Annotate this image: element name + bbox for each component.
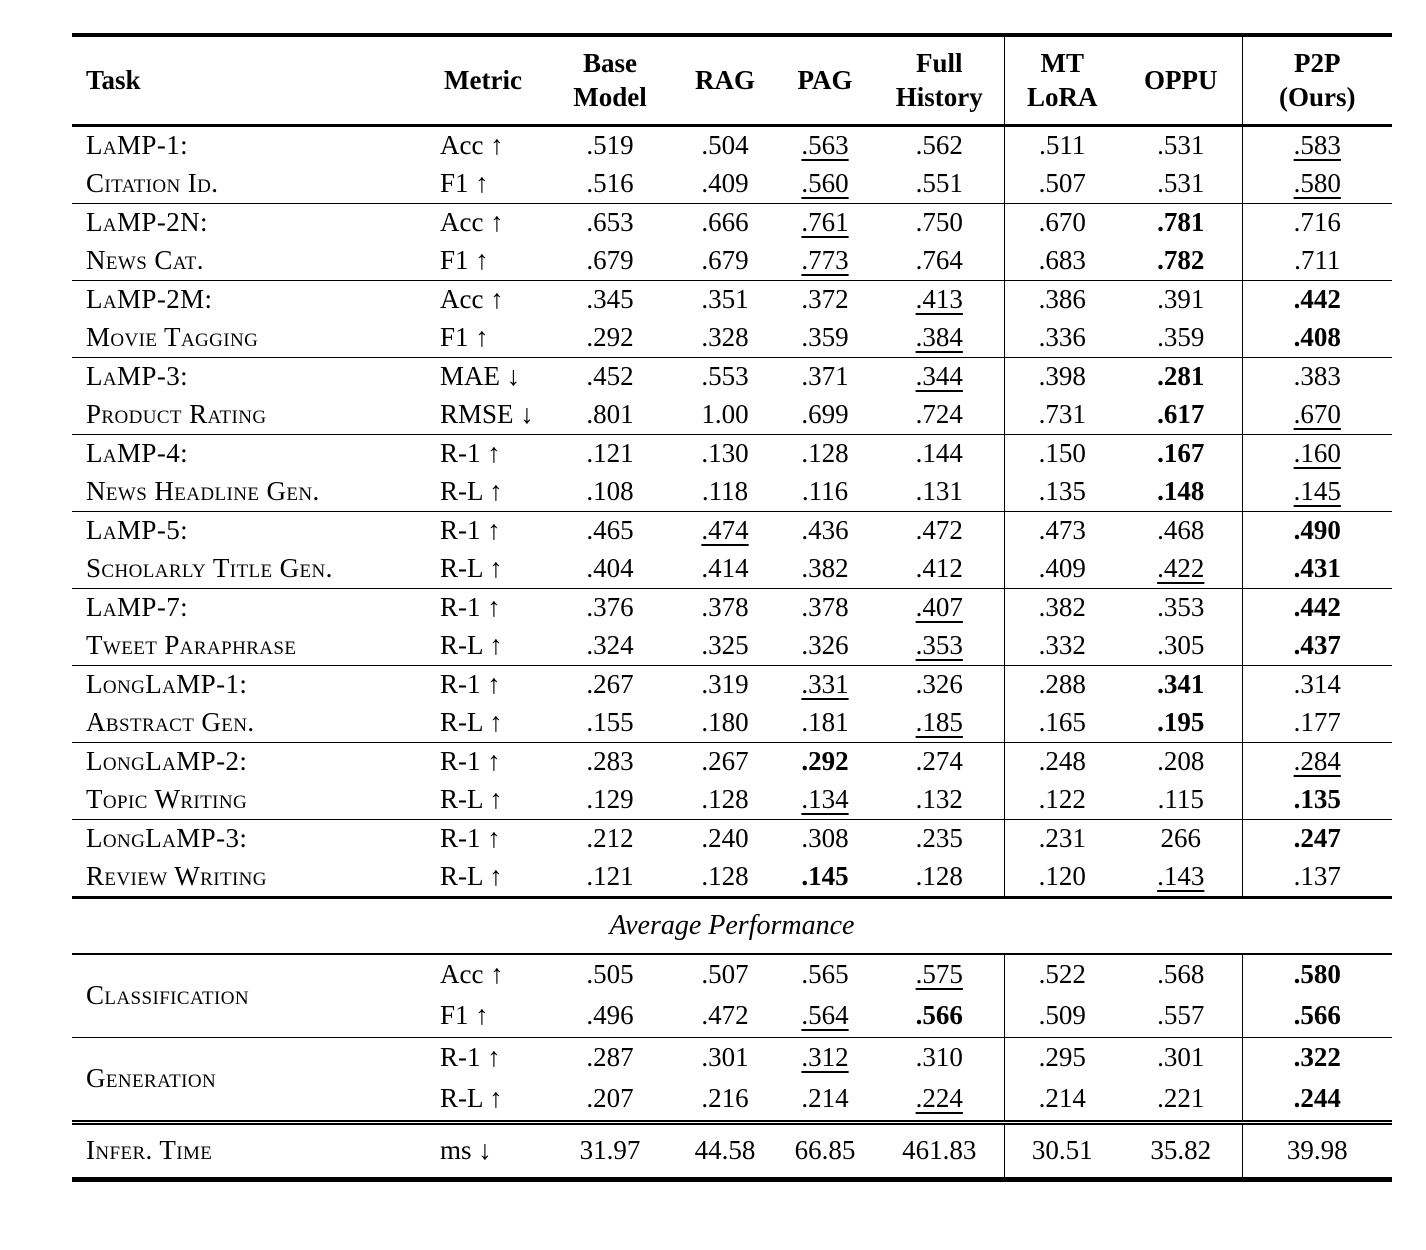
metric-label: F1 ↑ <box>440 321 489 352</box>
task-label: Citation Id. <box>86 167 219 198</box>
value-cell: .116 <box>801 475 849 506</box>
column-header-rag: RAG <box>675 35 775 125</box>
value-cell: .150 <box>1004 434 1120 473</box>
value-cell: .310 <box>875 1037 1004 1079</box>
value-cell: .283 <box>545 742 675 781</box>
value-cell: .750 <box>875 203 1004 242</box>
value-cell <box>1242 434 1392 473</box>
value-cell: .301 <box>675 1037 775 1079</box>
column-header-metric: Metric <box>430 35 545 125</box>
metric-label: F1 ↑ <box>440 244 489 275</box>
table-row <box>72 588 1392 627</box>
column-header-base-model: Base Model <box>545 35 675 125</box>
value-cell-text: .413 <box>915 283 963 314</box>
value-cell: .436 <box>775 511 875 550</box>
value-cell: .144 <box>875 434 1004 473</box>
value-cell <box>875 588 1004 627</box>
value-cell: .509 <box>1038 1000 1086 1031</box>
table-row <box>72 203 1392 242</box>
value-cell: .336 <box>1038 321 1086 352</box>
table-row <box>72 1037 1392 1079</box>
value-cell: .108 <box>586 475 634 506</box>
task-label: LaMP-7: <box>72 588 430 627</box>
value-cell: .292 <box>775 742 875 781</box>
table-row <box>72 280 1392 319</box>
value-cell: .128 <box>775 434 875 473</box>
value-cell: .452 <box>545 357 675 396</box>
value-cell <box>1120 858 1242 898</box>
value-cell: .472 <box>701 1000 749 1031</box>
metric-label: R-L ↑ <box>440 860 503 891</box>
value-cell: .442 <box>1242 280 1392 319</box>
metric-label: MAE ↓ <box>430 357 545 396</box>
value-cell <box>1120 550 1242 589</box>
table-row <box>72 665 1392 704</box>
value-cell: .314 <box>1242 665 1392 704</box>
value-cell: .378 <box>675 588 775 627</box>
column-header-oppu: OPPU <box>1120 35 1242 125</box>
value-cell: .505 <box>586 959 634 990</box>
value-cell: .566 <box>1293 1000 1341 1031</box>
value-cell: .781 <box>1120 203 1242 242</box>
value-cell-text: .353 <box>915 629 963 660</box>
value-cell: .764 <box>875 242 1004 281</box>
value-cell <box>1242 742 1392 781</box>
value-cell-text: .185 <box>915 706 963 737</box>
value-cell <box>675 511 775 550</box>
value-cell: .325 <box>701 629 749 660</box>
value-cell: .288 <box>1004 665 1120 704</box>
value-cell: .345 <box>545 280 675 319</box>
value-cell <box>775 125 875 165</box>
value-cell: .562 <box>875 125 1004 165</box>
value-cell: .711 <box>1294 244 1341 275</box>
value-cell: .148 <box>1120 473 1242 512</box>
metric-label: R-L ↑ <box>440 706 503 737</box>
value-cell: .409 <box>1038 552 1086 583</box>
value-cell <box>775 996 875 1038</box>
task-label: LaMP-1: <box>86 129 189 160</box>
value-cell: .716 <box>1242 203 1392 242</box>
task-label: News Cat. <box>86 244 204 275</box>
value-cell: .516 <box>586 167 634 198</box>
value-cell: .231 <box>1004 819 1120 858</box>
task-label: LaMP-3: <box>72 357 430 396</box>
value-cell <box>1242 125 1392 165</box>
value-cell <box>775 203 875 242</box>
value-cell: 66.85 <box>775 1122 875 1179</box>
value-cell-text: .583 <box>1293 129 1341 160</box>
value-cell: .431 <box>1293 552 1341 583</box>
metric-label: RMSE ↓ <box>440 398 534 429</box>
value-cell: .551 <box>875 165 1004 204</box>
value-cell: .319 <box>675 665 775 704</box>
value-cell-text: .160 <box>1293 437 1341 468</box>
value-cell: .371 <box>775 357 875 396</box>
value-cell: .322 <box>1242 1037 1392 1079</box>
metric-label: F1 ↑ <box>440 167 489 198</box>
value-cell: .404 <box>586 552 634 583</box>
value-cell <box>875 1079 1004 1123</box>
value-cell: .326 <box>801 629 849 660</box>
table-row <box>72 858 1392 898</box>
value-cell: .301 <box>1120 1037 1242 1079</box>
value-cell: .557 <box>1120 996 1242 1038</box>
value-cell: 39.98 <box>1242 1122 1392 1179</box>
table-row <box>72 242 1392 281</box>
value-cell: .128 <box>701 860 749 891</box>
value-cell: .504 <box>701 129 749 160</box>
value-cell: .359 <box>801 321 849 352</box>
table-row <box>72 434 1392 473</box>
value-cell: .553 <box>675 357 775 396</box>
column-header-pag: PAG <box>775 35 875 125</box>
value-cell: .115 <box>1120 781 1242 820</box>
value-cell <box>875 319 1004 358</box>
value-cell: .130 <box>675 434 775 473</box>
metric-label: Acc ↑ <box>430 203 545 242</box>
inference-time-row <box>72 1122 1392 1179</box>
table-row <box>72 319 1392 358</box>
table-row <box>72 165 1392 204</box>
value-cell-text: .312 <box>801 1042 849 1073</box>
value-cell <box>775 665 875 704</box>
value-cell: 461.83 <box>875 1122 1004 1179</box>
value-cell: .180 <box>701 706 749 737</box>
value-cell: .216 <box>701 1083 749 1114</box>
value-cell: .465 <box>545 511 675 550</box>
value-cell: .382 <box>1004 588 1120 627</box>
value-cell: .208 <box>1120 742 1242 781</box>
value-cell: .437 <box>1293 629 1341 660</box>
value-cell: .235 <box>875 819 1004 858</box>
value-cell: .731 <box>1038 398 1086 429</box>
task-label: Tweet Paraphrase <box>86 629 297 660</box>
value-cell: .132 <box>875 781 1004 820</box>
value-cell: .207 <box>586 1083 634 1114</box>
value-cell: .281 <box>1120 357 1242 396</box>
value-cell: .274 <box>875 742 1004 781</box>
value-cell: .121 <box>586 860 634 891</box>
value-cell: .566 <box>875 996 1004 1038</box>
value-cell-text: .575 <box>915 959 963 990</box>
value-cell: 35.82 <box>1120 1122 1242 1179</box>
table-row <box>72 704 1392 743</box>
value-cell-text: .134 <box>801 783 849 814</box>
value-cell: .473 <box>1004 511 1120 550</box>
value-cell: .353 <box>1120 588 1242 627</box>
value-cell: .782 <box>1120 242 1242 281</box>
value-cell <box>1242 165 1392 204</box>
metric-label: R-L ↑ <box>440 552 503 583</box>
value-cell: .244 <box>1293 1083 1341 1114</box>
value-cell: 1.00 <box>701 398 749 429</box>
value-cell: .120 <box>1038 860 1086 891</box>
value-cell-text: .344 <box>915 360 963 391</box>
value-cell: .412 <box>875 550 1004 589</box>
table-body <box>72 125 1392 1179</box>
value-cell: .214 <box>1038 1083 1086 1114</box>
value-cell-text: .580 <box>1293 167 1341 198</box>
value-cell: .287 <box>545 1037 675 1079</box>
column-header-p2p-ours: P2P (Ours) <box>1242 35 1392 125</box>
metric-label: Acc ↑ <box>440 129 504 160</box>
value-cell: .391 <box>1120 280 1242 319</box>
task-label: Classification <box>86 979 249 1010</box>
value-cell: .128 <box>875 858 1004 898</box>
value-cell: .414 <box>701 552 749 583</box>
average-performance-row <box>72 897 1392 954</box>
value-cell: .341 <box>1120 665 1242 704</box>
value-cell: .398 <box>1004 357 1120 396</box>
value-cell: .145 <box>801 860 849 891</box>
value-cell: .376 <box>545 588 675 627</box>
value-cell: .326 <box>875 665 1004 704</box>
value-cell: .214 <box>801 1083 849 1114</box>
value-cell: .383 <box>1242 357 1392 396</box>
value-cell: .409 <box>701 167 749 198</box>
value-cell: .165 <box>1038 706 1086 737</box>
value-cell-text: .761 <box>801 206 849 237</box>
task-label: Review Writing <box>86 860 267 891</box>
table-row <box>72 627 1392 666</box>
value-cell: .137 <box>1293 860 1341 891</box>
table-row <box>72 473 1392 512</box>
table-row <box>72 742 1392 781</box>
value-cell: .531 <box>1120 165 1242 204</box>
value-cell: .490 <box>1242 511 1392 550</box>
table-row <box>72 550 1392 589</box>
value-cell: .221 <box>1120 1079 1242 1123</box>
task-label: Scholarly Title Gen. <box>86 552 333 583</box>
metric-label: R-L ↑ <box>440 1083 503 1114</box>
value-cell: .522 <box>1038 959 1086 990</box>
metric-label: R-L ↑ <box>440 629 503 660</box>
task-label: Movie Tagging <box>86 321 259 352</box>
value-cell-text: .560 <box>801 167 849 198</box>
value-cell: .468 <box>1120 511 1242 550</box>
header-row <box>72 35 1392 125</box>
value-cell: .507 <box>701 959 749 990</box>
value-cell: .351 <box>675 280 775 319</box>
metric-label: Acc ↑ <box>440 959 504 990</box>
value-cell: .359 <box>1120 319 1242 358</box>
value-cell: .135 <box>1293 783 1341 814</box>
value-cell: .382 <box>801 552 849 583</box>
value-cell <box>875 357 1004 396</box>
value-cell-text: .564 <box>801 1000 849 1031</box>
metric-label: ms ↓ <box>430 1122 545 1179</box>
metric-label: R-1 ↑ <box>430 434 545 473</box>
value-cell: .122 <box>1038 783 1086 814</box>
value-cell-text: .331 <box>801 668 849 699</box>
value-cell: 31.97 <box>545 1122 675 1179</box>
value-cell: .292 <box>586 321 634 352</box>
value-cell: .617 <box>1120 396 1242 435</box>
task-label: LaMP-2M: <box>72 280 430 319</box>
value-cell-text: .407 <box>915 591 963 622</box>
value-cell: .240 <box>675 819 775 858</box>
metric-label: R-1 ↑ <box>430 819 545 858</box>
value-cell: .507 <box>1038 167 1086 198</box>
metric-label: R-1 ↑ <box>430 742 545 781</box>
table-row <box>72 511 1392 550</box>
value-cell: .666 <box>675 203 775 242</box>
value-cell: .212 <box>545 819 675 858</box>
value-cell: .568 <box>1120 954 1242 996</box>
value-cell: .328 <box>701 321 749 352</box>
value-cell: .511 <box>1039 129 1086 160</box>
value-cell <box>1242 473 1392 512</box>
value-cell: .295 <box>1004 1037 1120 1079</box>
value-cell <box>775 781 875 820</box>
value-cell: .472 <box>875 511 1004 550</box>
column-header-full-history: Full History <box>875 35 1004 125</box>
value-cell: .442 <box>1242 588 1392 627</box>
task-label: Product Rating <box>86 398 267 429</box>
value-cell-text: .773 <box>801 244 849 275</box>
value-cell-text: .145 <box>1293 475 1341 506</box>
value-cell: .699 <box>801 398 849 429</box>
table-row <box>72 396 1392 435</box>
value-cell <box>775 1037 875 1079</box>
task-label: Generation <box>72 1037 430 1122</box>
value-cell: .378 <box>775 588 875 627</box>
value-cell: .121 <box>545 434 675 473</box>
value-cell: .565 <box>801 959 849 990</box>
metric-label: R-1 ↑ <box>430 588 545 627</box>
value-cell: .531 <box>1120 125 1242 165</box>
value-cell <box>875 627 1004 666</box>
task-label: Topic Writing <box>86 783 248 814</box>
value-cell: .308 <box>775 819 875 858</box>
column-header-mt-lora: MT LoRA <box>1004 35 1120 125</box>
value-cell: .118 <box>701 475 749 506</box>
value-cell: .519 <box>586 129 634 160</box>
value-cell <box>875 954 1004 996</box>
results-table <box>72 33 1392 1182</box>
value-cell <box>1242 396 1392 435</box>
value-cell: .181 <box>801 706 849 737</box>
table-row <box>72 357 1392 396</box>
value-cell: .332 <box>1038 629 1086 660</box>
value-cell: .408 <box>1293 321 1341 352</box>
value-cell: .580 <box>1293 959 1341 990</box>
column-header-task: Task <box>72 35 430 125</box>
value-cell: .131 <box>875 473 1004 512</box>
metric-label: R-L ↑ <box>440 475 503 506</box>
value-cell-text: .384 <box>915 321 963 352</box>
value-cell: 30.51 <box>1004 1122 1120 1179</box>
task-label: LaMP-5: <box>72 511 430 550</box>
task-label: LaMP-2N: <box>72 203 430 242</box>
task-label: News Headline Gen. <box>86 475 320 506</box>
metric-label: R-1 ↑ <box>430 1037 545 1079</box>
value-cell-text: .224 <box>915 1083 963 1114</box>
value-cell: .679 <box>586 244 634 275</box>
value-cell: .496 <box>586 1000 634 1031</box>
value-cell: .267 <box>675 742 775 781</box>
value-cell: .129 <box>586 783 634 814</box>
value-cell: .247 <box>1242 819 1392 858</box>
section-title: Average Performance <box>72 897 1392 954</box>
value-cell <box>775 242 875 281</box>
task-label: Infer. Time <box>72 1122 430 1179</box>
value-cell: .195 <box>1120 704 1242 743</box>
value-cell: .128 <box>701 783 749 814</box>
value-cell-text: .474 <box>701 514 749 545</box>
value-cell: .386 <box>1004 280 1120 319</box>
task-label: LongLaMP-2: <box>72 742 430 781</box>
value-cell <box>775 165 875 204</box>
task-label: LongLaMP-3: <box>72 819 430 858</box>
metric-label: R-1 ↑ <box>430 665 545 704</box>
value-cell: .801 <box>586 398 634 429</box>
value-cell: .177 <box>1293 706 1341 737</box>
value-cell: 44.58 <box>675 1122 775 1179</box>
value-cell: .683 <box>1038 244 1086 275</box>
value-cell-text: .670 <box>1293 398 1341 429</box>
metric-label: R-1 ↑ <box>430 511 545 550</box>
value-cell: .167 <box>1120 434 1242 473</box>
value-cell: .372 <box>775 280 875 319</box>
value-cell: .305 <box>1120 627 1242 666</box>
task-label: Abstract Gen. <box>86 706 255 737</box>
value-cell-text: .143 <box>1157 860 1205 891</box>
task-label: LaMP-4: <box>72 434 430 473</box>
table-row <box>72 819 1392 858</box>
value-cell: .724 <box>875 396 1004 435</box>
metric-label: R-L ↑ <box>440 783 503 814</box>
metric-label: Acc ↑ <box>430 280 545 319</box>
value-cell: .653 <box>545 203 675 242</box>
table-row <box>72 781 1392 820</box>
value-cell-text: .422 <box>1157 552 1205 583</box>
value-cell: .155 <box>586 706 634 737</box>
value-cell-text: .563 <box>801 129 849 160</box>
value-cell <box>875 704 1004 743</box>
value-cell: .679 <box>701 244 749 275</box>
value-cell: .248 <box>1004 742 1120 781</box>
metric-label: F1 ↑ <box>440 1000 489 1031</box>
table-row <box>72 125 1392 165</box>
task-label: LongLaMP-1: <box>72 665 430 704</box>
value-cell <box>875 280 1004 319</box>
value-cell: .135 <box>1038 475 1086 506</box>
value-cell: .324 <box>586 629 634 660</box>
value-cell: 266 <box>1120 819 1242 858</box>
value-cell: .670 <box>1004 203 1120 242</box>
table-row <box>72 954 1392 996</box>
value-cell-text: .284 <box>1293 745 1341 776</box>
value-cell: .267 <box>545 665 675 704</box>
